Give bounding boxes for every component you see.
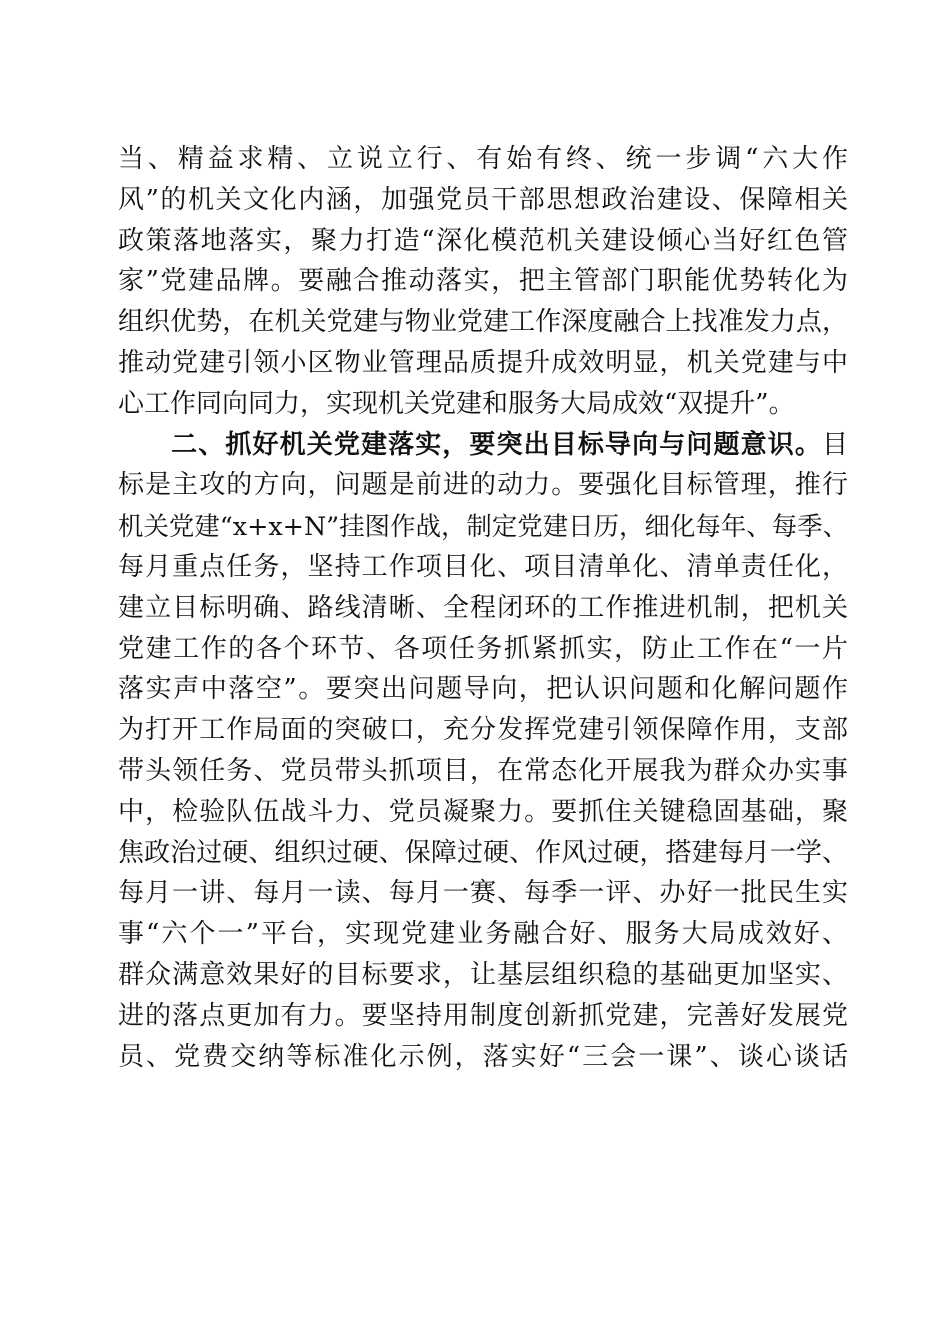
- text-line: 员、党费交纳等标准化示例，落实好“三会一课”、谈心谈话: [118, 1041, 848, 1072]
- text-line: 组织优势，在机关党建与物业党建工作深度融合上找准发力点，: [118, 307, 848, 338]
- text-line: 标是主攻的方向，问题是前进的动力。要强化目标管理，推行: [118, 470, 848, 501]
- text-line: 为打开工作局面的突破口，充分发挥党建引领保障作用，支部: [118, 715, 848, 746]
- text-line: 事“六个一”平台，实现党建业务融合好、服务大局成效好、: [118, 919, 848, 950]
- text-line: 政策落地落实，聚力打造“深化模范机关建设倾心当好红色管: [118, 225, 848, 256]
- text-line: 风”的机关文化内涵，加强党员干部思想政治建设、保障相关: [118, 184, 848, 215]
- text-line: 建立目标明确、路线清晰、全程闭环的工作推进机制，把机关: [118, 592, 848, 623]
- text-line: 每月一讲、每月一读、每月一赛、每季一评、办好一批民生实: [118, 878, 848, 909]
- text-line: 焦政治过硬、组织过硬、保障过硬、作风过硬，搭建每月一学、: [118, 837, 848, 868]
- text-line: 每月重点任务，坚持工作项目化、项目清单化、清单责任化，: [118, 551, 848, 582]
- text-line: 推动党建引领小区物业管理品质提升成效明显，机关党建与中: [118, 347, 848, 378]
- text-line: 中，检验队伍战斗力、党员凝聚力。要抓住关键稳固基础，聚: [118, 796, 848, 827]
- text-line: 心工作同向同力，实现机关党建和服务大局成效“双提升”。: [118, 388, 795, 419]
- text-line: 进的落点更加有力。要坚持用制度创新抓党建，完善好发展党: [118, 1000, 848, 1031]
- text-line: 机关党建“x+x+N”挂图作战，制定党建日历，细化每年、每季、: [118, 511, 848, 542]
- text-line: 家”党建品牌。要融合推动落实，把主管部门职能优势转化为: [118, 266, 848, 297]
- section-heading-line: [118, 425, 848, 466]
- section-heading: 二、抓好机关党建落实，要突出目标导向与问题意识。: [170, 429, 822, 460]
- text-line: 群众满意效果好的目标要求，让基层组织稳的基础更加坚实、: [118, 959, 848, 990]
- text-line: 当、精益求精、立说立行、有始有终、统一步调“六大作: [118, 144, 848, 174]
- section-heading-tail: 目: [821, 429, 848, 460]
- body-text: [118, 139, 848, 1077]
- text-line: 带头领任务、党员带头抓项目，在常态化开展我为群众办实事: [118, 755, 848, 786]
- text-line: 落实声中落空”。要突出问题导向，把认识问题和化解问题作: [118, 674, 848, 705]
- text-line: 党建工作的各个环节、各项任务抓紧抓实，防止工作在“一片: [118, 633, 848, 664]
